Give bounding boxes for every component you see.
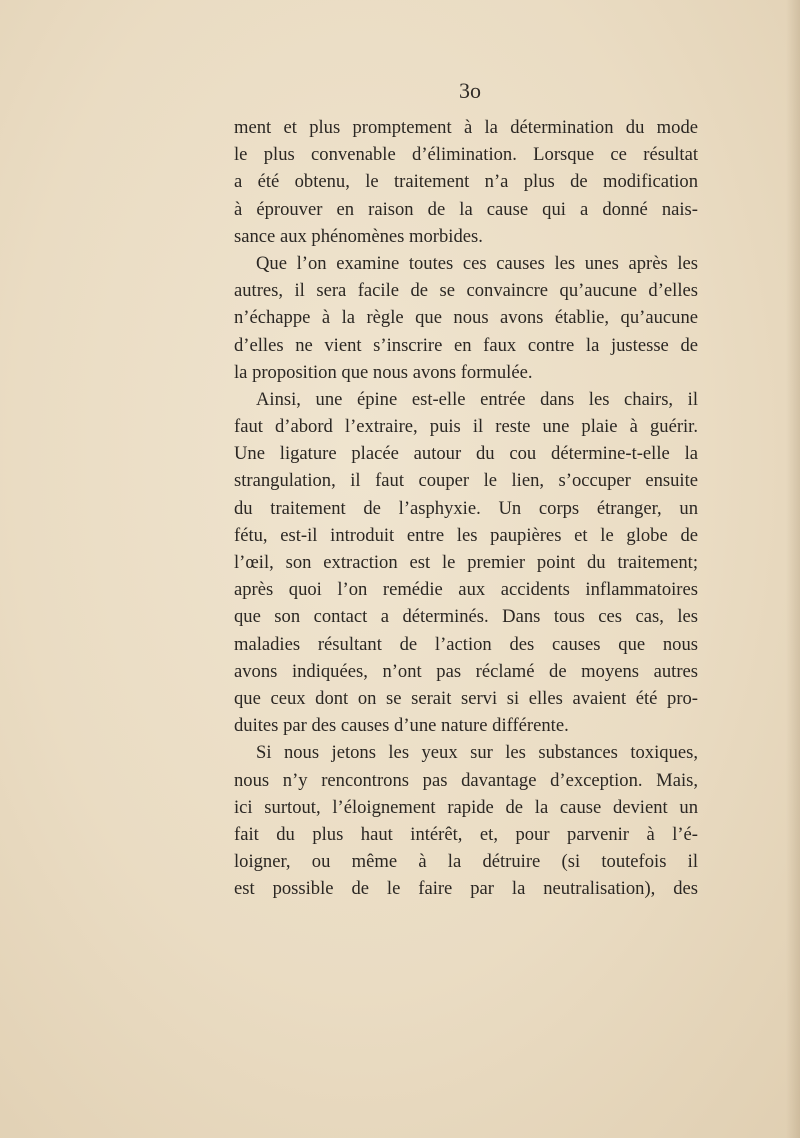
text-line: le plus convenable d’élimination. Lorsque ce résultat	[234, 144, 698, 166]
body-text	[234, 114, 698, 902]
text-line: a été obtenu, le traitement n’a plus de modification	[234, 171, 698, 193]
text-line: fétu, est-il introduit entre les paupières et le globe de	[234, 524, 698, 546]
text-line: avons indiquées, n’ont pas réclamé de moyens autres	[234, 660, 698, 682]
text-line: fait du plus haut intérêt, et, pour parvenir à l’é-	[234, 823, 698, 845]
page-edge-shadow	[786, 0, 800, 1138]
text-line: à éprouver en raison de la cause qui a donné nais-	[234, 198, 698, 220]
page-number: 3o	[459, 78, 481, 103]
text-line: du traitement de l’asphyxie. Un corps étranger, un	[234, 497, 698, 519]
text-line: duites par des causes d’une nature différente.	[234, 715, 569, 737]
text-line: ici surtout, l’éloignement rapide de la cause devient un	[234, 796, 698, 818]
text-line: autres, il sera facile de se convaincre qu’aucune d’elles	[234, 280, 698, 302]
text-line: nous n’y rencontrons pas davantage d’exception. Mais,	[234, 769, 698, 791]
text-line: la proposition que nous avons formulée.	[234, 361, 533, 383]
text-line: après quoi l’on remédie aux accidents inflammatoires	[234, 579, 698, 601]
text-line: Une ligature placée autour du cou détermine-t-elle la	[234, 443, 698, 465]
text-line: loigner, ou même à la détruire (si toutefois il	[234, 851, 698, 873]
text-line: ment et plus promptement à la détermination du mode	[234, 117, 698, 138]
text-line: maladies résultant de l’action des causes que nous	[234, 633, 698, 655]
text-line: que ceux dont on se serait servi si elles avaient été pro-	[234, 687, 698, 709]
text-line: Que l’on examine toutes ces causes les unes après les	[256, 252, 698, 274]
text-line: que son contact a déterminés. Dans tous ces cas, les	[234, 606, 698, 628]
text-line: Ainsi, une épine est-elle entrée dans les chairs, il	[256, 388, 698, 410]
text-line: sance aux phénomènes morbides.	[234, 225, 483, 247]
text-line: strangulation, il faut couper le lien, s’occuper ensuite	[234, 470, 698, 492]
text-line: faut d’abord l’extraire, puis il reste une plaie à guérir.	[234, 416, 698, 438]
text-line: Si nous jetons les yeux sur les substances toxiques,	[256, 742, 698, 764]
text-line: est possible de le faire par la neutralisation), des	[234, 878, 698, 900]
text-line: d’elles ne vient s’inscrire en faux contre la justesse de	[234, 334, 698, 356]
text-line: l’œil, son extraction est le premier point du traitement;	[234, 552, 698, 573]
text-line: n’échappe à la règle que nous avons établie, qu’aucune	[234, 307, 698, 329]
